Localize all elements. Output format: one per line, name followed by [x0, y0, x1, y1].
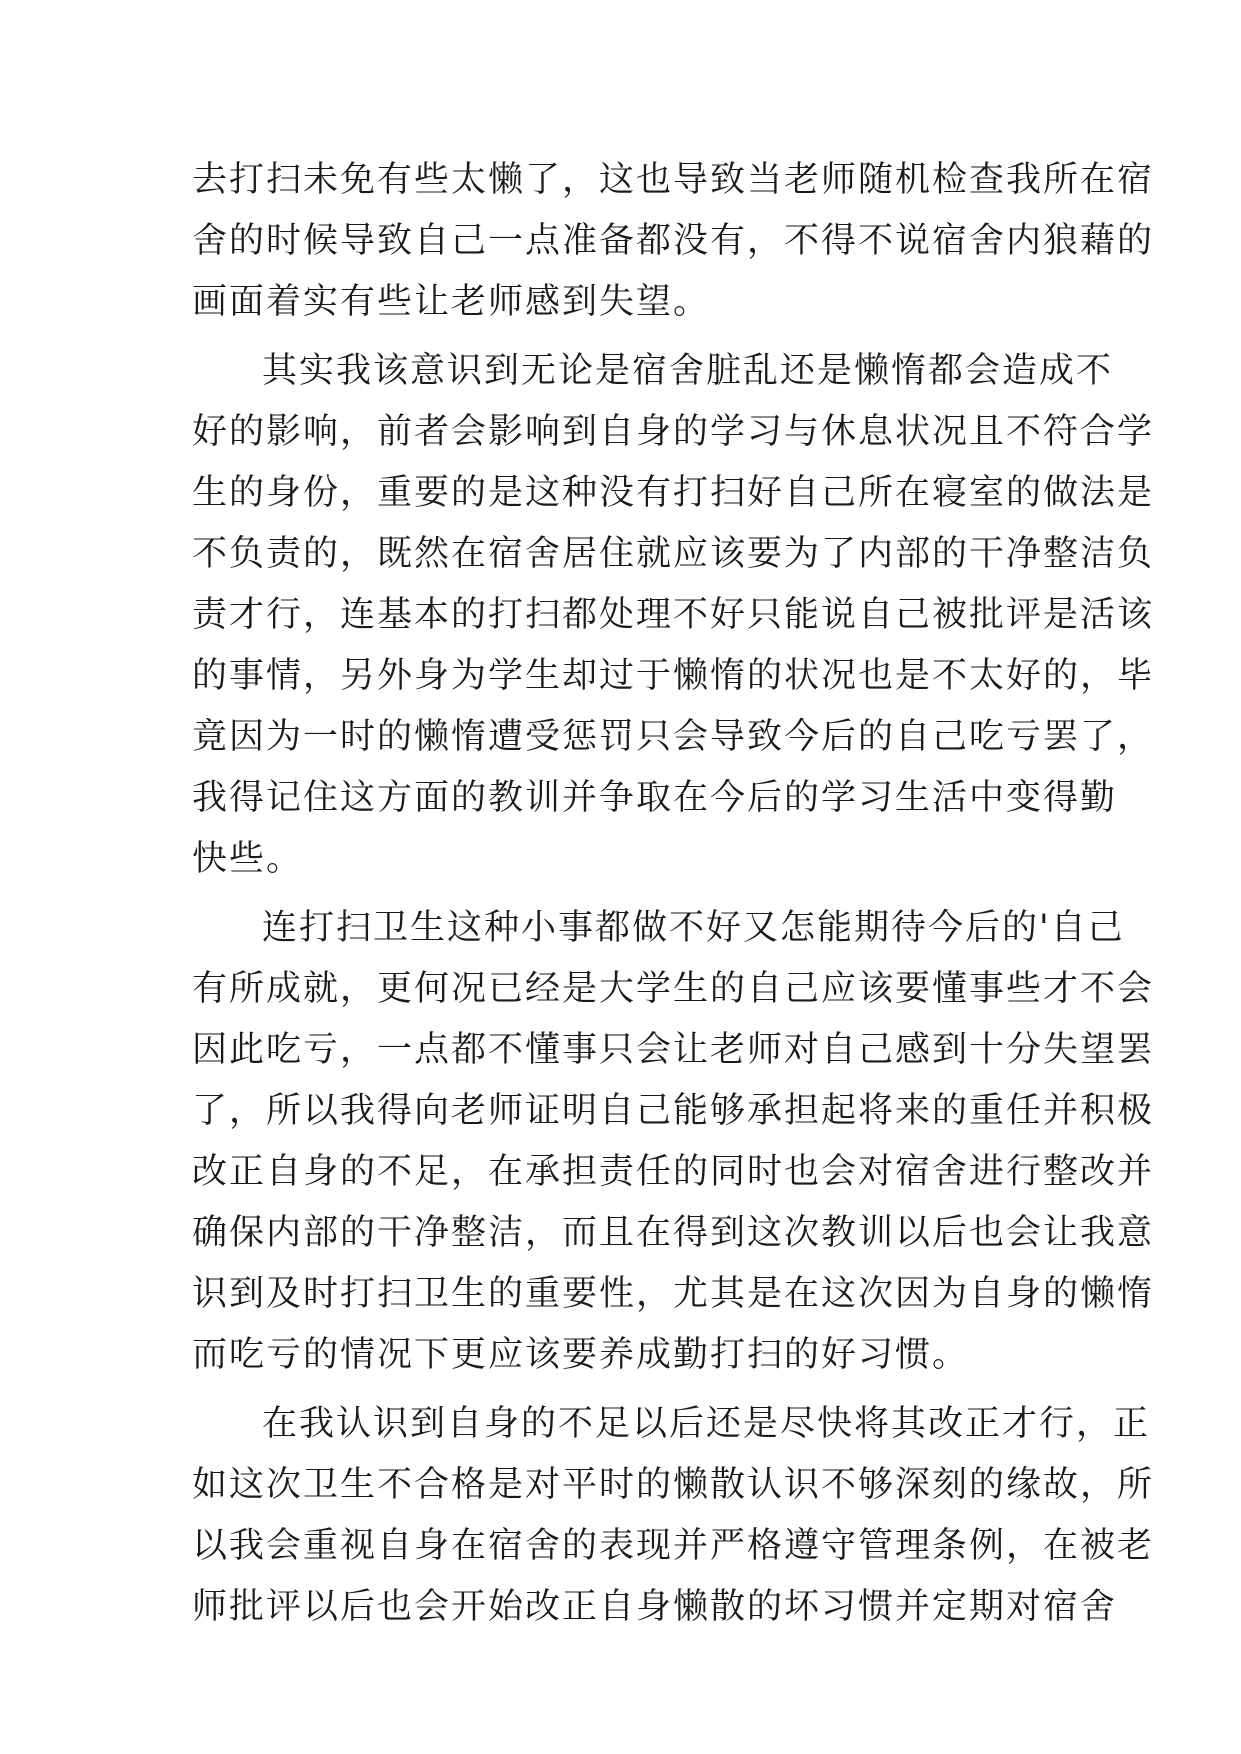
text-line: 责才行，连基本的打扫都处理不好只能说自己被批评是活该	[192, 595, 1155, 635]
text-line: 因此吃亏，一点都不懂事只会让老师对自己感到十分失望罢	[192, 1030, 1155, 1070]
text-line: 竟因为一时的懒惰遭受惩罚只会导致今后的自己吃亏罢了，	[192, 717, 1155, 757]
text-line: 有所成就，更何况已经是大学生的自己应该要懂事些才不会	[192, 969, 1155, 1009]
paragraph-spacer	[192, 333, 1072, 341]
text-line: 其实我该意识到无论是宿舍脏乱还是懒惰都会造成不	[262, 351, 1114, 391]
paragraph	[192, 150, 1155, 333]
paragraph-spacer	[192, 890, 1072, 898]
text-line: 连打扫卫生这种小事都做不好又怎能期待今后的'自己	[262, 908, 1125, 948]
text-line: 的事情，另外身为学生却过于懒惰的状况也是不太好的，毕	[192, 656, 1155, 696]
text-line: 在我认识到自身的不足以后还是尽快将其改正才行，正	[262, 1404, 1151, 1444]
text-line: 我得记住这方面的教训并争取在今后的学习生活中变得勤	[192, 778, 1118, 818]
paragraph-spacer	[192, 1386, 1072, 1394]
paragraph	[192, 898, 1155, 1386]
document-body	[192, 150, 1155, 1638]
text-line: 师批评以后也会开始改正自身懒散的坏习惯并定期对宿舍	[192, 1587, 1118, 1627]
paragraph	[192, 1394, 1155, 1638]
text-line: 以我会重视自身在宿舍的表现并严格遵守管理条例，在被老	[192, 1526, 1155, 1566]
text-line: 如这次卫生不合格是对平时的懒散认识不够深刻的缘故，所	[192, 1465, 1155, 1505]
text-line: 确保内部的干净整洁，而且在得到这次教训以后也会让我意	[192, 1213, 1155, 1253]
text-line: 好的影响，前者会影响到自身的学习与休息状况且不符合学	[192, 412, 1155, 452]
text-line: 识到及时打扫卫生的重要性，尤其是在这次因为自身的懒惰	[192, 1274, 1155, 1314]
paragraph	[192, 341, 1155, 890]
text-line: 了，所以我得向老师证明自己能够承担起将来的重任并积极	[192, 1091, 1155, 1131]
text-line: 舍的时候导致自己一点准备都没有，不得不说宿舍内狼藉的	[192, 221, 1155, 261]
text-line: 而吃亏的情况下更应该要养成勤打扫的好习惯。	[192, 1335, 970, 1375]
text-line: 生的身份，重要的是这种没有打扫好自己所在寝室的做法是	[192, 473, 1155, 513]
text-line: 改正自身的不足，在承担责任的同时也会对宿舍进行整改并	[192, 1152, 1155, 1192]
text-line: 去打扫未免有些太懒了，这也导致当老师随机检查我所在宿	[192, 160, 1155, 200]
text-line: 画面着实有些让老师感到失望。	[192, 282, 711, 322]
text-line: 快些。	[192, 839, 304, 879]
text-line: 不负责的，既然在宿舍居住就应该要为了内部的干净整洁负	[192, 534, 1155, 574]
